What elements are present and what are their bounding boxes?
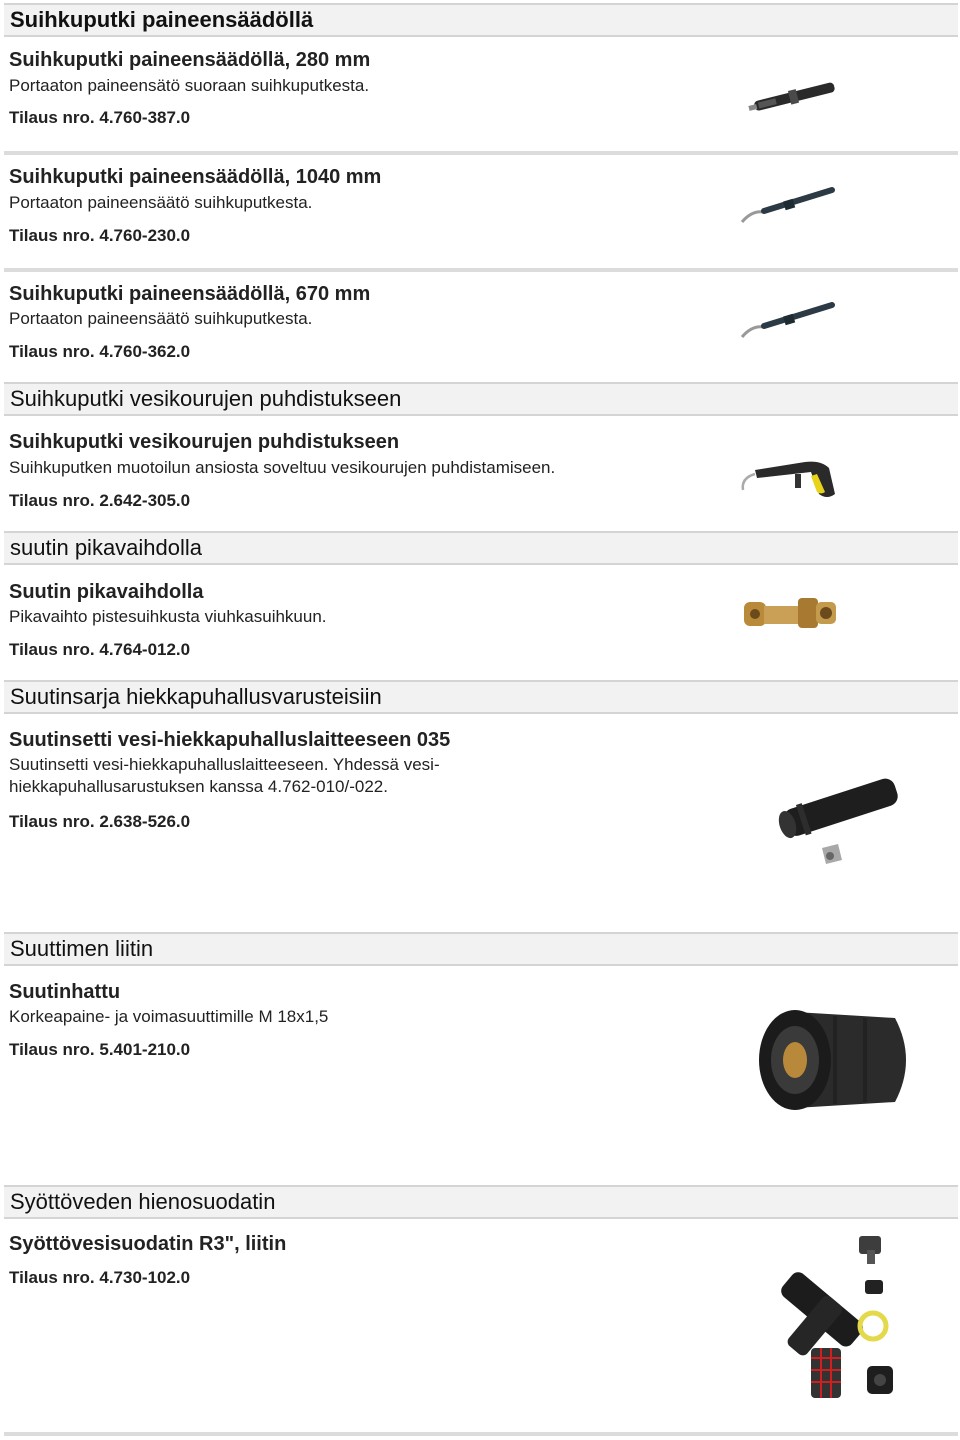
product-description: Suihkuputken muotoilun ansiosta soveltuu vesikourujen puhdistamiseen.: [9, 458, 556, 477]
section-heading-pressure-lance: Suihkuputki paineensäädöllä: [4, 3, 958, 37]
product-description: Suutinsetti vesi-hiekkapuhalluslaitteeseen. Yhdessä vesi-hiekkapuhallusarustuksen kanssa 4.762-010/-022.: [9, 755, 440, 796]
section-heading-quick-nozzle: suutin pikavaihdolla: [4, 531, 958, 565]
lance-short-image: [730, 70, 840, 130]
product-description: Portaaton paineensäätö suihkuputkesta.: [9, 193, 313, 212]
product-title: Suihkuputki paineensäädöllä, 1040 mm: [9, 166, 382, 188]
product-title: Suutin pikavaihdolla: [9, 581, 204, 603]
product-title: Suutinhattu: [9, 981, 121, 1003]
divider: [4, 268, 958, 272]
divider: [4, 151, 958, 155]
section-heading-gutter-lance: Suihkuputki vesikourujen puhdistukseen: [4, 382, 958, 416]
product-description: Portaaton paineensäätö suihkuputkesta.: [9, 309, 313, 328]
product-order-number: Tilaus nro. 2.638-526.0: [9, 812, 191, 831]
product-description: Korkeapaine- ja voimasuuttimille M 18x1,5: [9, 1007, 329, 1026]
product-description: Portaaton paineensätö suoraan suihkuputkesta.: [9, 76, 370, 95]
product-title: Suihkuputki paineensäädöllä, 280 mm: [9, 49, 371, 71]
product-order-number: Tilaus nro. 4.760-387.0: [9, 108, 191, 127]
product-order-number: Tilaus nro. 4.730-102.0: [9, 1268, 191, 1287]
nozzle-cap-image: [755, 990, 925, 1130]
product-order-number: Tilaus nro. 2.642-305.0: [9, 491, 191, 510]
lance-angled-image: [730, 180, 840, 230]
divider: [4, 1432, 958, 1436]
product-title: Syöttövesisuodatin R3", liitin: [9, 1233, 287, 1255]
lance-angled-image: [730, 295, 840, 345]
section-heading-water-filter: Syöttöveden hienosuodatin: [4, 1185, 958, 1219]
product-title: Suutinsetti vesi-hiekkapuhalluslaitteeseen 035: [9, 729, 451, 751]
product-order-number: Tilaus nro. 4.764-012.0: [9, 640, 191, 659]
product-order-number: Tilaus nro. 4.760-230.0: [9, 226, 191, 245]
water-filter-image: [755, 1230, 915, 1420]
section-heading-nozzle-connector: Suuttimen liitin: [4, 932, 958, 966]
section-heading-sandblast-set: Suutinsarja hiekkapuhallusvarusteisiin: [4, 680, 958, 714]
spray-gun-image: [735, 448, 845, 508]
product-description: Pikavaihto pistesuihkusta viuhkasuihkuun.: [9, 607, 327, 626]
product-order-number: Tilaus nro. 5.401-210.0: [9, 1040, 191, 1059]
product-order-number: Tilaus nro. 4.760-362.0: [9, 342, 191, 361]
product-title: Suihkuputki paineensäädöllä, 670 mm: [9, 283, 371, 305]
sandblast-nozzle-image: [768, 760, 908, 870]
product-title: Suihkuputki vesikourujen puhdistukseen: [9, 431, 400, 453]
brass-nozzle-image: [740, 588, 840, 638]
